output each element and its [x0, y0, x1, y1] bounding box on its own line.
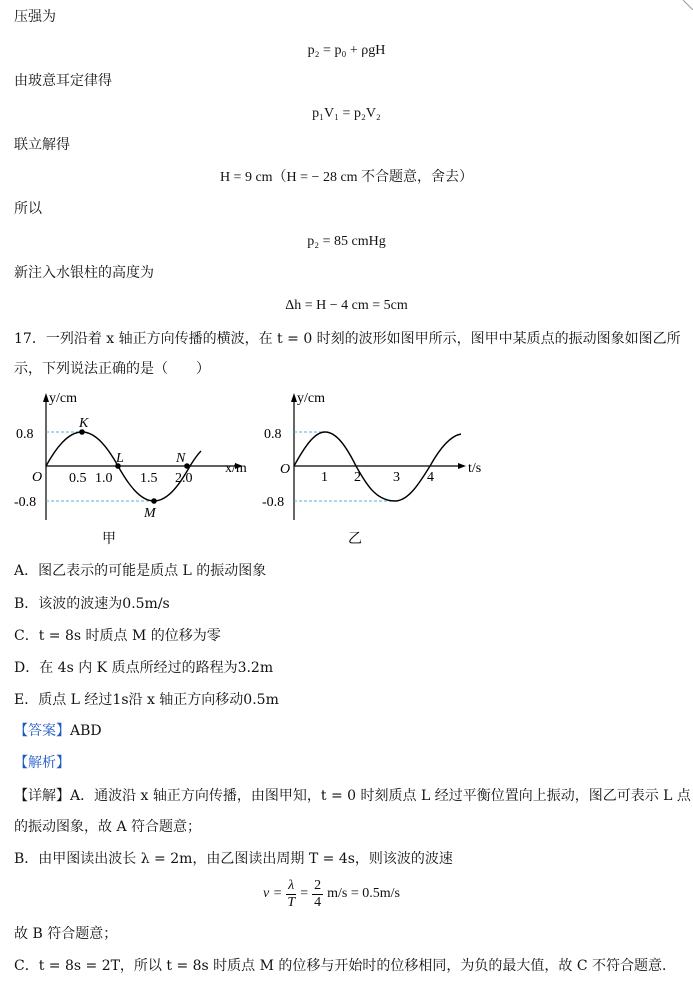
t-tick-label: 1 [321, 470, 328, 485]
label-l: L [116, 451, 124, 466]
detail-tag: 【详解】 [14, 788, 70, 804]
text-line: 联立解得 [14, 137, 70, 153]
equation: Δh = H − 4 cm = 5cm [285, 298, 408, 313]
origin-label: O [280, 462, 291, 477]
eq-rhs: m/s = 0.5m/s [327, 886, 401, 901]
question-17-line2: 示，下列说法正确的是（ ） [14, 361, 210, 377]
text-line: 由玻意耳定律得 [14, 73, 112, 89]
y-tick-top: 0.8 [264, 427, 282, 442]
detail-line2: 的振动图象，故 A 符合题意； [14, 819, 202, 835]
equation: H = 9 cm（H = − 28 cm 不合题意，舍去） [219, 170, 474, 185]
text-line: 压强为 [14, 9, 56, 25]
answer-tag: 【答案】 [14, 723, 70, 739]
t-tick-label: 2 [354, 470, 361, 485]
detail-line3: B．由甲图读出波长 λ = 2m，由乙图读出周期 T = 4s，则该波的波速 [14, 851, 453, 867]
label-m: M [144, 506, 156, 521]
fraction [286, 878, 296, 911]
detail-line4: 故 B 符合题意； [14, 926, 118, 942]
numerator: 2 [314, 877, 322, 893]
x-tick-label: 1.0 [95, 471, 113, 486]
question-17-line1: 17．一列沿着 x 轴正方向传播的横波，在 t = 0 时刻的波形如图甲所示，图甲中某质点的振动图象如图乙所 [14, 331, 681, 347]
t-axis-arrow [458, 463, 466, 469]
t-tick-label: 3 [393, 470, 400, 485]
velocity-equation [263, 874, 400, 914]
detail-line5: C．t = 8s = 2T，所以 t = 8s 时质点 M 的位移与开始时的位移相同，为负的最大值，故 C 不符合题意． [14, 958, 677, 974]
x-tick-label: 2.0 [175, 471, 193, 486]
y-tick-bottom: -0.8 [14, 495, 37, 510]
eq-equals: = [300, 886, 309, 901]
text-line: 所以 [14, 201, 42, 217]
detail-line1 [14, 787, 691, 805]
label-k: K [79, 416, 89, 431]
figure-caption-yi: 乙 [348, 532, 362, 547]
equation: p₂ = p₀ + ρgH [307, 43, 386, 58]
y-tick-bottom: -0.8 [262, 495, 285, 510]
x-axis-label: x/m [225, 461, 247, 476]
t-tick-label: 4 [427, 470, 434, 485]
x-tick-label: 1.5 [140, 471, 158, 486]
origin-label: O [32, 470, 43, 485]
y-axis-label: y/cm [297, 391, 325, 406]
answer-value: ABD [70, 723, 102, 739]
text-line: 新注入水银柱的高度为 [14, 265, 154, 281]
analysis-tag: 【解析】 [14, 755, 70, 771]
option-d: D．在 4s 内 K 质点所经过的路程为3.2m [14, 660, 274, 676]
y-axis-label: y/cm [49, 391, 77, 406]
wave-graph-jia [12, 390, 257, 552]
point-m [151, 498, 157, 504]
fraction [312, 878, 323, 911]
x-tick-label: 0.5 [69, 471, 87, 486]
denominator: 4 [314, 894, 322, 910]
t-axis-label: t/s [468, 461, 482, 476]
vibration-graph-yi [258, 390, 498, 552]
eq-lhs: v = [263, 886, 283, 901]
option-e: E．质点 L 经过1s沿 x 轴正方向移动0.5m [14, 692, 279, 708]
equation: p₁V₁ = p₂V₂ [312, 106, 381, 121]
answer-line [14, 722, 102, 740]
y-tick-top: 0.8 [16, 427, 34, 442]
equation: p₂ = 85 cmHg [307, 234, 386, 249]
page-corner-mark [683, 0, 693, 10]
option-b: B．该波的波速为0.5m/s [14, 596, 170, 612]
label-n: N [176, 451, 186, 466]
numerator: λ [288, 877, 295, 893]
detail-text: A．通波沿 x 轴正方向传播，由图甲知，t = 0 时刻质点 L 经过平衡位置向上振动，图乙可表示 L 点 [70, 788, 691, 804]
figure-caption-jia: 甲 [102, 532, 116, 547]
option-a: A．图乙表示的可能是质点 L 的振动图象 [14, 563, 267, 579]
option-c: C．t = 8s 时质点 M 的位移为零 [14, 628, 221, 644]
denominator: T [287, 894, 296, 910]
